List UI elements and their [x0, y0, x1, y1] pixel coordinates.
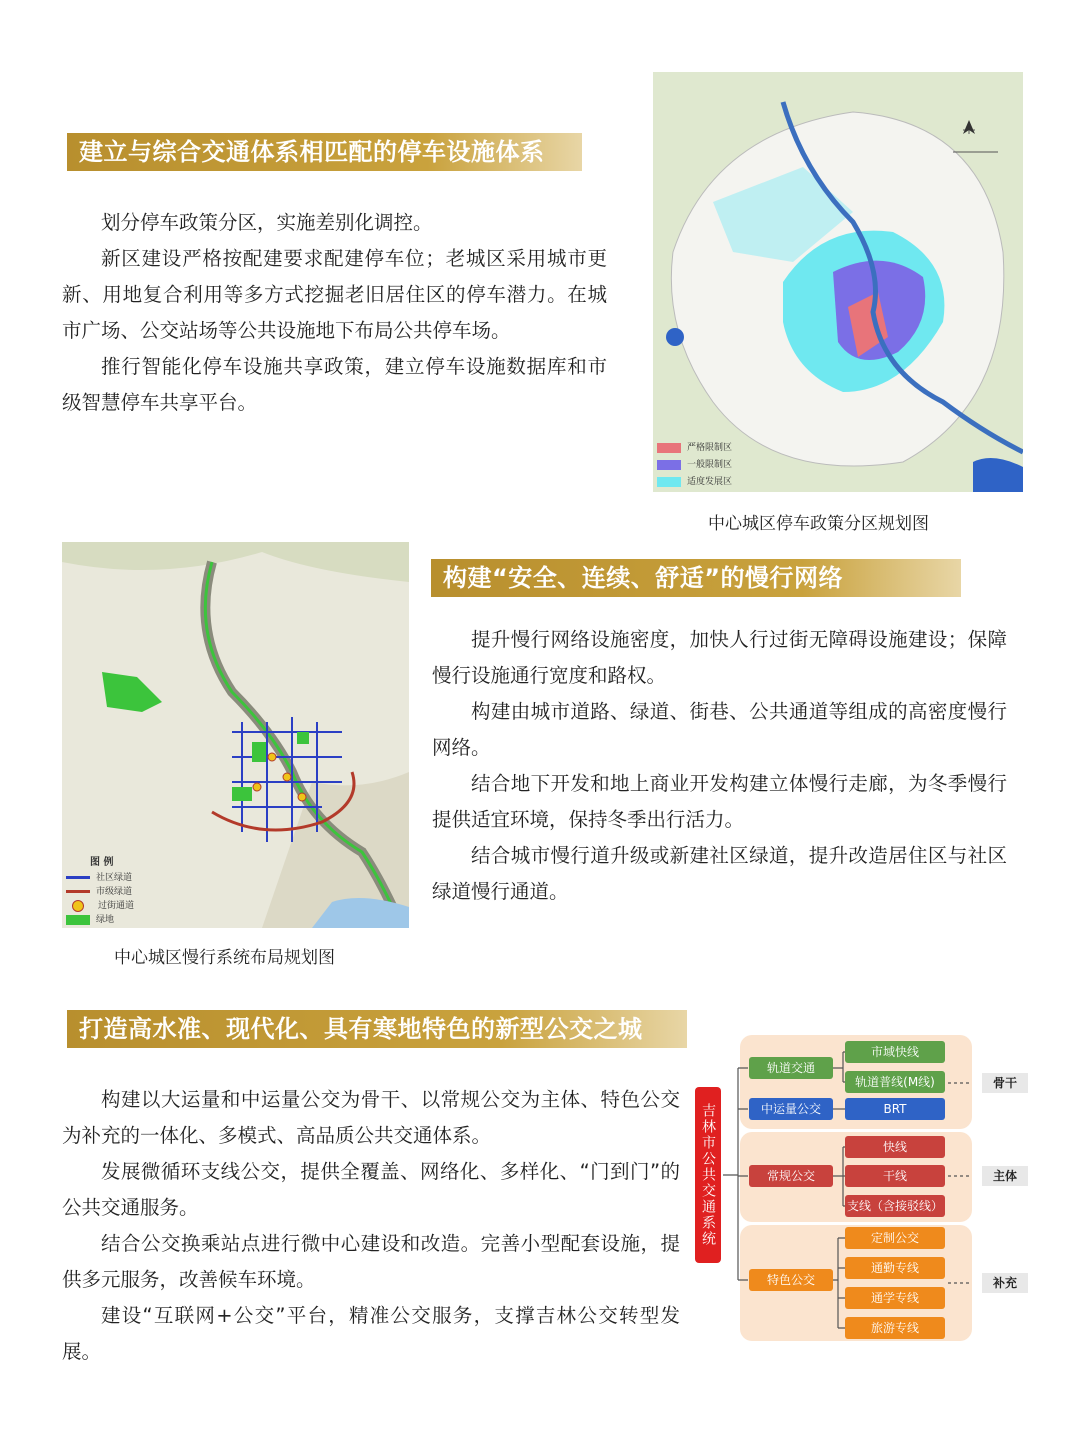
slow-traffic-map — [62, 542, 409, 928]
node-express-line: 快线 — [845, 1136, 945, 1158]
parking-policy-map — [653, 72, 1023, 492]
slow-legend-title: 图 例 — [90, 857, 114, 868]
legend-strict — [657, 440, 732, 453]
node-branch-line: 支线（含接驳线） — [845, 1195, 945, 1217]
section2-paragraph-4: 结合城市慢行道升级或新建社区绿道，提升改造居住区与社区绿道慢行通道。 — [432, 844, 1007, 903]
node-commuter-line: 通勤专线 — [845, 1257, 945, 1279]
legend-label-green: 绿地 — [96, 915, 115, 925]
node-regular-bus: 常规公交 — [749, 1165, 833, 1187]
legend-label-crossing: 过街通道 — [98, 901, 135, 911]
legend-swatch-general — [657, 460, 681, 470]
parking-map-caption: 中心城区停车政策分区规划图 — [708, 514, 929, 534]
legend-label-moderate: 适度发展区 — [687, 477, 733, 487]
section3-heading: 打造高水准、现代化、具有寒地特色的新型公交之城 — [67, 1010, 687, 1048]
slow-map-caption: 中心城区慢行系统布局规划图 — [114, 948, 335, 968]
section3-paragraph-1: 构建以大运量和中运量公交为骨干、以常规公交为主体、特色公交为补充的一体化、多模式、高品质公共交通体系。 — [62, 1088, 680, 1147]
section3-paragraph-4: 建设“互联网+公交”平台，精准公交服务，支撑吉林公交转型发展。 — [62, 1304, 680, 1363]
node-school-line: 通学专线 — [845, 1287, 945, 1309]
legend-swatch-green — [66, 915, 90, 925]
node-rail-regular: 轨道普线(M线) — [845, 1071, 945, 1093]
legend-swatch-moderate — [657, 477, 681, 487]
legend-moderate — [657, 474, 732, 487]
section2-paragraph-3: 结合地下开发和地上商业开发构建立体慢行走廊，为冬季慢行提供适宜环境，保持冬季出行活力。 — [432, 772, 1007, 831]
section1-heading: 建立与综合交通体系相匹配的停车设施体系 — [67, 133, 582, 171]
tag-main: 主体 — [982, 1166, 1028, 1186]
node-trunk-line: 干线 — [845, 1165, 945, 1187]
section1-paragraph-1: 划分停车政策分区，实施差别化调控。 — [101, 211, 433, 234]
slow-legend-city — [66, 884, 132, 897]
section2-paragraph-1: 提升慢行网络设施密度，加快人行过街无障碍设施建设；保障慢行设施通行宽度和路权。 — [432, 628, 1007, 687]
node-medium-capacity: 中运量公交 — [749, 1098, 833, 1120]
slow-legend-crossing — [66, 898, 134, 912]
node-tourism-line: 旅游专线 — [845, 1317, 945, 1339]
legend-swatch-crossing — [72, 900, 84, 912]
node-city-express: 市域快线 — [845, 1041, 945, 1063]
node-custom-bus: 定制公交 — [845, 1227, 945, 1249]
tag-backbone: 骨干 — [982, 1073, 1028, 1093]
legend-label-city: 市级绿道 — [96, 887, 133, 897]
node-rail-transit: 轨道交通 — [749, 1057, 833, 1079]
transit-root-title: 吉林市公共交通系统 — [695, 1087, 721, 1263]
legend-swatch-city — [66, 890, 90, 893]
section1-paragraph-3: 推行智能化停车设施共享政策，建立停车设施数据库和市级智慧停车共享平台。 — [62, 355, 607, 414]
legend-label-community: 社区绿道 — [96, 873, 133, 883]
legend-label-general: 一般限制区 — [687, 460, 733, 470]
legend-swatch-strict — [657, 443, 681, 453]
section2-heading: 构建“安全、连续、舒适”的慢行网络 — [431, 559, 961, 597]
section2-paragraph-2: 构建由城市道路、绿道、街巷、公共通道等组成的高密度慢行网络。 — [432, 700, 1007, 759]
section3-paragraph-3: 结合公交换乘站点进行微中心建设和改造。完善小型配套设施，提供多元服务，改善候车环境。 — [62, 1232, 680, 1291]
node-special-bus: 特色公交 — [749, 1269, 833, 1291]
node-brt: BRT — [845, 1098, 945, 1120]
legend-general — [657, 457, 732, 470]
section1-paragraph-2: 新区建设严格按配建要求配建停车位；老城区采用城市更新、用地复合利用等多方式挖掘老旧居住区的停车潜力。在城市广场、公交站场等公共设施地下布局公共停车场。 — [62, 247, 607, 342]
legend-swatch-community — [66, 876, 90, 879]
tag-supplement: 补充 — [982, 1273, 1028, 1293]
section3-paragraph-2: 发展微循环支线公交，提供全覆盖、网络化、多样化、“门到门”的公共交通服务。 — [62, 1160, 680, 1219]
slow-legend-green — [66, 912, 114, 925]
slow-legend-community — [66, 870, 132, 883]
legend-label-strict: 严格限制区 — [687, 443, 733, 453]
